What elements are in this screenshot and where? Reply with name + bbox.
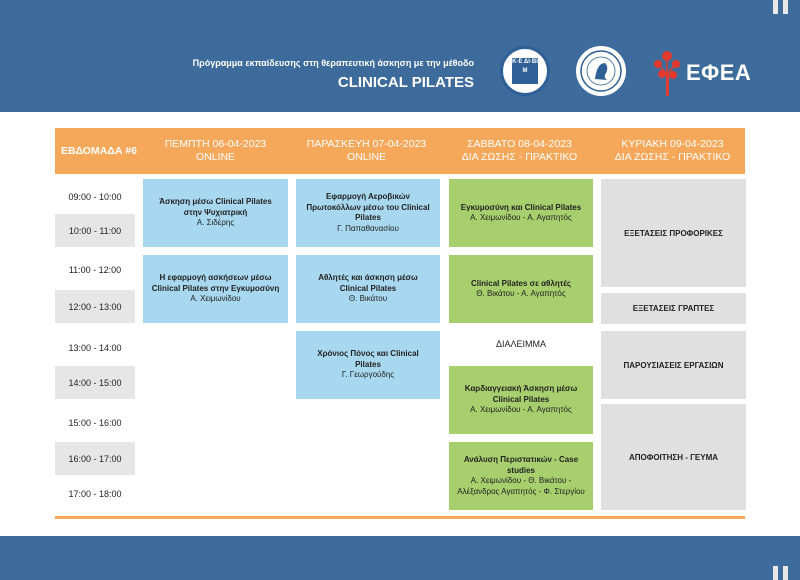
schedule-header-row [55, 128, 745, 174]
session-title: Καρδιαγγειακή Άσκηση μέσω Clinical Pilates [464, 384, 578, 404]
university-west-attica-logo [576, 46, 626, 96]
tree-icon [650, 46, 686, 98]
session-block [296, 331, 440, 399]
session-title: Χρόνιος Πόνος και Clinical Pilates [317, 349, 419, 369]
session-title: Αθλητές και άσκηση μέσω Clinical Pilates [318, 273, 418, 293]
decorative-stripe [783, 0, 788, 14]
sunday-block-oral-exams: ΕΞΕΤΑΣΕΙΣ ΠΡΟΦΟΡΙΚΕΣ [601, 179, 746, 287]
time-slot: 10:00 - 11:00 [55, 214, 135, 247]
sunday-block-graduation: ΑΠΟΦΟΙΤΗΣΗ - ΓΕΥΜΑ [601, 404, 746, 510]
week-label: ΕΒΔΟΜΑΔΑ #6 [60, 144, 138, 157]
day-date: ΠΕΜΠΤΗ 06-04-2023 [164, 138, 267, 150]
session-instructor: Γ. Παπαθανασίου [337, 223, 399, 233]
session-block [143, 179, 288, 247]
session-block [296, 179, 440, 247]
session-instructor: Α. Χειμωνίδου - Α. Αγαπητός [470, 213, 572, 222]
session-instructor: Θ. Βικάτου - Α. Αγαπητός [476, 289, 566, 298]
session-title: Εγκυμοσύνη και Clinical Pilates [460, 202, 582, 212]
time-slot: 11:00 - 12:00 [68, 264, 122, 275]
time-slot: 13:00 - 14:00 [68, 342, 122, 353]
day-mode: ONLINE [346, 151, 387, 163]
time-slot: 16:00 - 17:00 [55, 442, 135, 475]
sunday-block-written-exams: ΕΞΕΤΑΣΕΙΣ ΓΡΑΠΤΕΣ [601, 293, 746, 324]
efea-logo-text: ΕΦΕΑ [686, 60, 752, 85]
session-title: Εφαρμογή Αεροβικών Πρωτοκόλλων μέσω του Clinical Pilates [306, 192, 430, 222]
session-instructor: Α. Χειμωνίδου [190, 294, 241, 304]
time-slot: 15:00 - 16:00 [68, 417, 122, 428]
efea-logo [650, 46, 750, 98]
session-title: Η εφαρμογή ασκήσεων μέσω Clinical Pilates στην Εγκυμοσύνη [151, 273, 280, 293]
decorative-stripe [773, 0, 778, 14]
day-date: ΚΥΡΙΑΚΗ 09-04-2023 [621, 138, 724, 150]
session-title: Ανάλυση Περιστατικών - Case studies [463, 455, 579, 475]
session-instructor: Α. Χειμωνίδου - Α. Αγαπητός [470, 405, 572, 415]
bottom-divider [55, 516, 745, 519]
day-date: ΠΑΡΑΣΚΕΥΗ 07-04-2023 [306, 138, 427, 150]
session-instructor: Α. Χειμωνίδου - Θ. Βικάτου - Αλέξανδρος Αγαπητός - Φ. Στεργίου [457, 476, 585, 496]
session-block [449, 255, 593, 323]
program-subtitle: CLINICAL PILATES [337, 74, 474, 91]
session-title: Clinical Pilates σε αθλητές [470, 278, 572, 288]
time-slot: 14:00 - 15:00 [55, 366, 135, 399]
session-instructor: Α. Σιδέρης [196, 218, 235, 228]
day-mode: ONLINE [195, 151, 236, 163]
day-date: ΣΑΒΒΑΤΟ 08-04-2023 [467, 138, 572, 150]
session-block [449, 442, 593, 510]
session-block [296, 255, 440, 323]
time-slot: 09:00 - 10:00 [68, 191, 122, 202]
university-seal-icon [579, 49, 623, 93]
bottom-banner [0, 536, 800, 580]
session-block [449, 366, 593, 434]
kedivim-logo [500, 46, 550, 96]
break-label: ΔΙΑΛΕΙΜΜΑ [495, 339, 547, 349]
time-slot: 17:00 - 18:00 [68, 488, 122, 499]
decorative-stripe [783, 566, 788, 580]
decorative-stripe [773, 566, 778, 580]
kedivim-logo-mark: Κ·Ε ΔΙ·ΒΙ Μ [512, 58, 538, 84]
sunday-block-presentations: ΠΑΡΟΥΣΙΑΣΕΙΣ ΕΡΓΑΣΙΩΝ [601, 331, 746, 399]
session-block [449, 179, 593, 247]
session-instructor: Γ. Γεωργούδης [341, 370, 395, 380]
day-mode: ΔΙΑ ΖΩΣΗΣ - ΠΡΑΚΤΙΚΟ [614, 151, 731, 163]
day-mode: ΔΙΑ ΖΩΣΗΣ - ΠΡΑΚΤΙΚΟ [461, 151, 578, 163]
column-friday [294, 128, 439, 174]
column-sunday [600, 128, 745, 174]
program-title: Πρόγραμμα εκπαίδευσης στη θεραπευτική άσκηση με την μέθοδο [192, 58, 474, 68]
time-slot: 12:00 - 13:00 [55, 290, 135, 323]
session-title: Άσκηση μέσω Clinical Pilates στην Ψυχιατρική [159, 197, 272, 217]
session-instructor: Θ. Βικάτου [348, 294, 388, 304]
column-saturday [447, 128, 592, 174]
session-block [143, 255, 288, 323]
column-thursday [143, 128, 288, 174]
